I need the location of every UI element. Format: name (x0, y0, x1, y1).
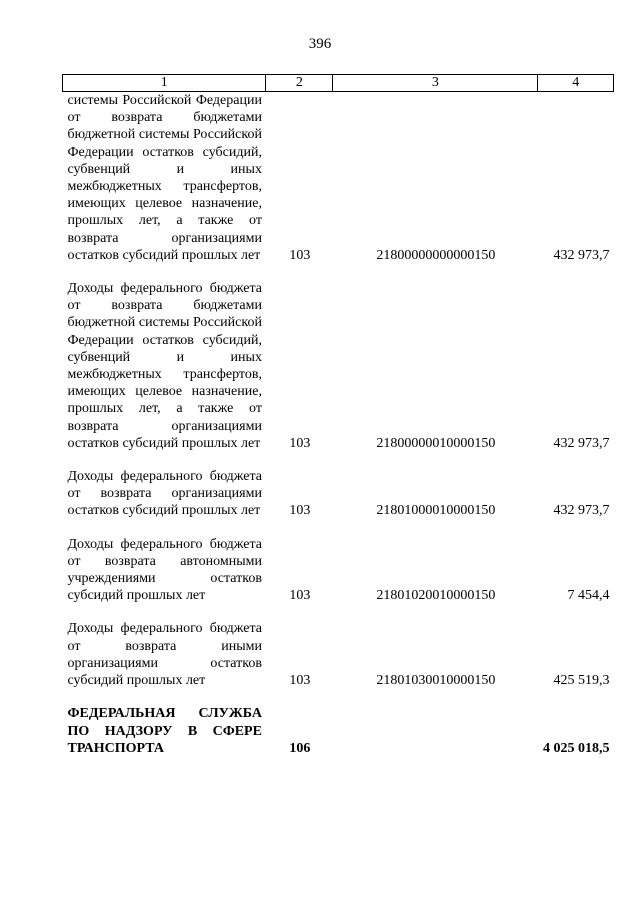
row-amount: 432 973,7 (553, 435, 610, 451)
row-description: Доходы федерального бюджета от возврата автономными учреждениями остатков субсидий прошлых лет (67, 536, 262, 604)
column-header-2: 2 (266, 75, 333, 92)
row-amount: 432 973,7 (553, 247, 610, 263)
row-amount: 432 973,7 (553, 503, 610, 519)
table-row (63, 468, 614, 536)
table-row (63, 280, 614, 468)
row-description: ФЕДЕРАЛЬНАЯ СЛУЖБА ПО НАДЗОРУ В СФЕРЕ ТРАНСПОРТА (67, 706, 262, 756)
row-description: Доходы федерального бюджета от возврата бюджетами бюджетной системы Российской Федерации остатков субсидий, субвенций и иных межбюджетных трансфертов, имеющих целевое назначение, прошлых лет, а также от возврата организациями остатков субсидий прошлых лет (67, 281, 262, 451)
row-admin-code: 106 (289, 740, 311, 756)
row-budget-code: 21801000010000150 (376, 503, 496, 519)
row-amount: 425 519,3 (553, 673, 610, 689)
column-header-3: 3 (333, 75, 538, 92)
table-row-agency-total (63, 705, 614, 773)
row-budget-code: 21800000000000150 (376, 247, 496, 263)
row-amount: 4 025 018,5 (543, 740, 610, 756)
row-admin-code: 103 (289, 435, 311, 451)
row-admin-code: 103 (289, 503, 311, 519)
page-number: 396 (308, 36, 332, 52)
row-admin-code: 103 (289, 247, 311, 263)
row-budget-code: 21801020010000150 (376, 588, 496, 604)
table-row (63, 620, 614, 705)
row-description: Доходы федерального бюджета от возврата организациями остатков субсидий прошлых лет (67, 469, 262, 519)
budget-table (62, 74, 614, 773)
table-row (63, 92, 614, 281)
row-amount: 7 454,4 (567, 588, 610, 604)
row-description: Доходы федерального бюджета от возврата иными организациями остатков субсидий прошлых лет (67, 621, 262, 689)
table-header (63, 75, 614, 92)
row-admin-code: 103 (289, 588, 311, 604)
row-description: системы Российской Федерации от возврата бюджетами бюджетной системы Российской Федерации остатков субсидий, субвенций и иных межбюджетных трансфертов, имеющих целевое назначение, прошлых лет, а также от возврата организациями остатков субсидий прошлых лет (67, 93, 262, 263)
column-header-1: 1 (63, 75, 266, 92)
row-budget-code: 21801030010000150 (376, 673, 496, 689)
column-header-4: 4 (538, 75, 614, 92)
table-row (63, 536, 614, 621)
row-budget-code (333, 705, 538, 773)
row-admin-code: 103 (289, 673, 311, 689)
row-budget-code: 21800000010000150 (376, 435, 496, 451)
